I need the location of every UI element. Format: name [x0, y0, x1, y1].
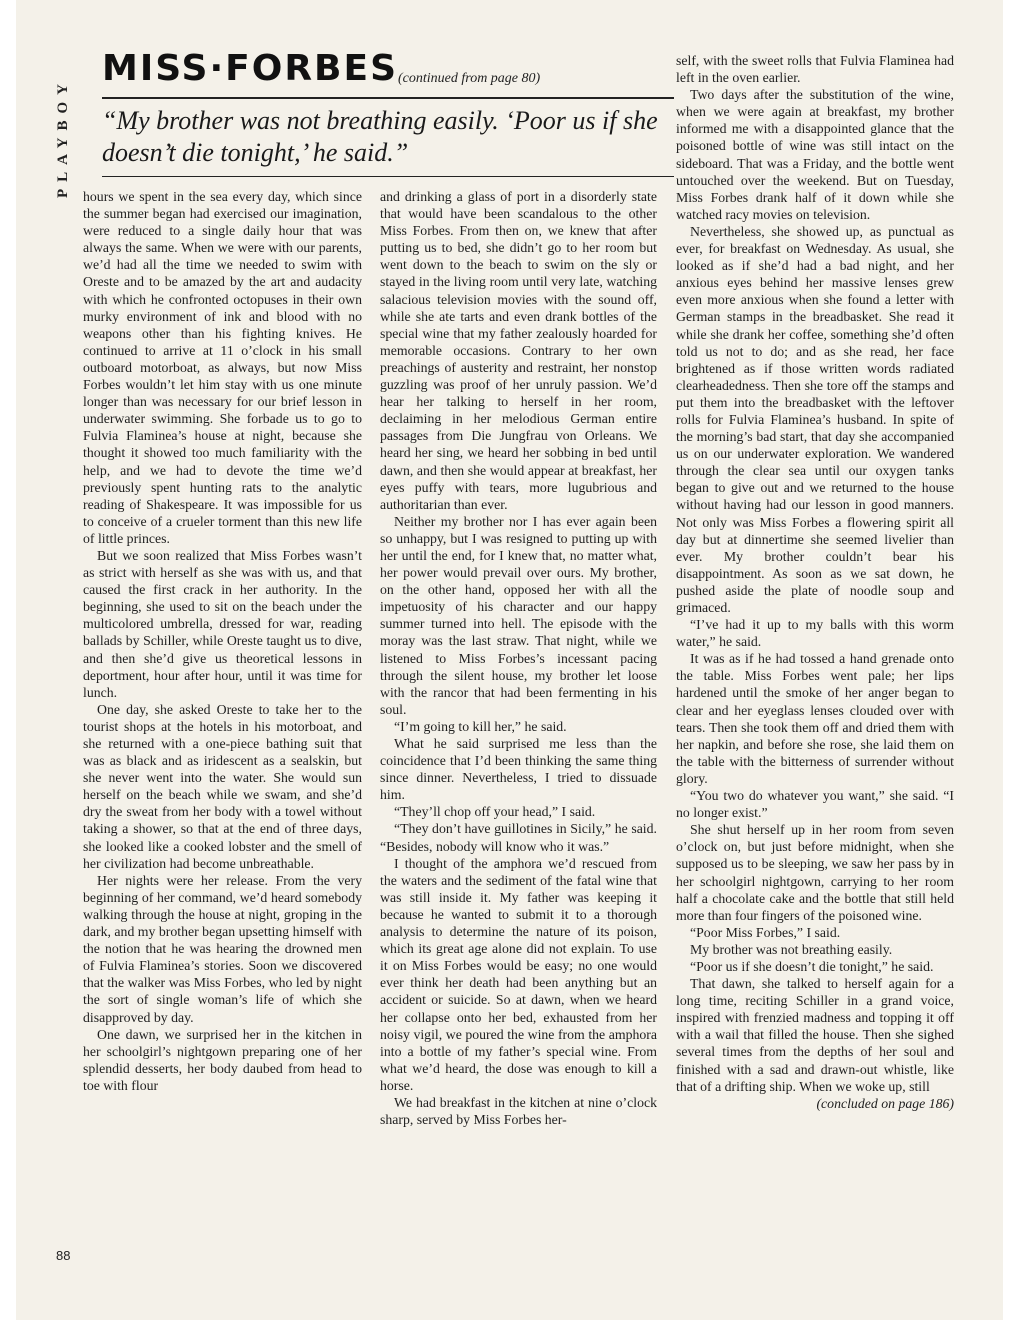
paragraph: “They’ll chop off your head,” I said.: [394, 804, 596, 820]
side-label-text: PLAYBOY: [55, 77, 71, 198]
paragraph: Nevertheless, she showed up, as punctual as ever, for breakfast on Wednesday. As usual, she looked as if she’d had a bad night, and her anxious eyes behind her massive lenses grew even more anxious when she found a letter with German stamps in the breadbasket. She read it while she drank her coffee, something she’d often told us not to do; and as she read, her face brightened as if those written words radiated clearheadedness. Then she tore off the stamps and put them into the breadbasket with the leftover rolls for Fulvia Flaminea’s husband. In spite of the morning’s bad start, that day she accompanied us on our underwater exploration. We wandered through the clear sea until our oxygen tanks began to give out and we returned to the house without having had our lesson in good manners. Not only was Miss Forbes a flowering spirit all day but at dinnertime she seemed livelier than ever. My brother couldn’t bear his disappointment. As soon as we sat down, he pushed aside the plate of noodle soup and grimaced.: [676, 223, 954, 615]
paragraph: “You two do whatever you want,” she said. “I no longer exist.”: [676, 788, 954, 821]
article-headline: [102, 46, 674, 96]
article-column-2: [380, 188, 657, 1128]
article-column-3: [676, 52, 954, 1112]
paragraph: Neither my brother nor I has ever again been so unhappy, but I was resigned to putting up with her until the end, for I knew that, no matter what, her power would prevail over ours. My brother, on the other hand, opposed her with all the impetuosity of his character and our happy summer turned into hell. The episode with the moray was the last straw. That night, while we listened to Miss Forbes’s incessant pacing through the silent house, my brother let loose with the rancor that had been fermenting in his soul.: [380, 513, 657, 717]
paragraph: That dawn, she talked to herself again for a long time, reciting Schiller in a grand voice, inspired with frenzied madness and topping it off with a wail that filled the house. Then she sighed several times from the depths of her soul and finished with a sad and drawn-out whistle, like that of a drifting ship. When we woke up, still: [676, 976, 954, 1094]
paragraph: “They don’t have guillotines in Sicily,” he said. “Besides, nobody will know who it was.”: [380, 821, 657, 854]
paragraph: hours we spent in the sea every day, which since the summer began had exercised our imagination, were reduced to a single daily hour that was always the same. When we were with our parents, we’d had all the time we needed to swim with Oreste and to be amazed by the art and audacity with which he confronted octopuses in their own murky environment of ink and blood with no weapons other than his fighting knives. He continued to arrive at 11 o’clock in his small outboard motorboat, as always, but now Miss Forbes wouldn’t let him stay with us one minute longer than was necessary for our brief lesson in underwater swimming. She forbade us to go to Fulvia Flaminea’s house at night, because she thought it showed too much familiarity with the help, and we had to devote the time we’d previously spent hunting rats to the analytic reading of Shakespeare. It was impossible for us to conceive of a crueler torment than this new life of little princes.: [83, 189, 362, 546]
paragraph: “I’m going to kill her,” he said.: [394, 718, 567, 734]
pull-quote-rule: [102, 176, 674, 177]
paragraph: I thought of the amphora we’d rescued from the waters and the sediment of the fatal wine that was still inside it. My father was keeping it because he wanted to submit it to a thorough analysis to determine the nature of its poison, which its great age alone did not explain. To use it on Miss Forbes would be easy; no one would ever think her death had been anything but an accident or suicide. So at dawn, when we heard her collapse onto her bed, exhausted from her noisy vigil, we poured the wine from the amphora into a bottle of my father’s special wine. From what we’d heard, the dose was enough to kill a horse.: [380, 855, 657, 1093]
magazine-page: [16, 0, 1003, 1320]
concluded-on-note: (concluded on page 186): [816, 1095, 954, 1111]
paragraph: “I’ve had it up to my balls with this worm water,” he said.: [676, 617, 954, 650]
paragraph: self, with the sweet rolls that Fulvia Flaminea had left in the oven earlier.: [676, 53, 954, 86]
paragraph: Her nights were her release. From the very beginning of her command, we’d heard somebody walking through the house at night, groping in the dark, and my brother began upsetting himself with the notion that he was hearing the drowned men of Fulvia Flaminea’s stories. Soon we discovered that the walker was Miss Forbes, who led by night the sort of single woman’s life of which she disapproved by day.: [83, 872, 362, 1025]
paragraph: We had breakfast in the kitchen at nine o’clock sharp, served by Miss Forbes her-: [380, 1094, 657, 1128]
paragraph: Two days after the substitution of the wine, when we were again at breakfast, my brother informed me with a disappointed glance that the poisoned bottle of wine was still intact on the sideboard. That was a Friday, and the bottle went untouched over the weekend. But on Tuesday, Miss Forbes drank half of it down while she watched racy movies on television.: [676, 87, 954, 222]
pull-quote: “My brother was not breathing easily. ‘Poor us if she doesn’t die tonight,’ he said.”: [102, 106, 658, 167]
paragraph: and drinking a glass of port in a disorderly state that would have been scandalous to the other Miss Forbes. From then on, we knew that after putting us to bed, she didn’t go to her room but went down to the beach to swim on the sly or stayed in the living room until very late, watching salacious television movies with the sound off, while she ate tarts and even drank bottles of the special wine that my father zealously hoarded for memorable occasions. Contrary to her own preachings of austerity and restraint, her nonstop guzzling was proof of her unruly passion. We’d hear her talking to herself in her room, declaiming in her melodious German entire passages from Die Jungfrau von Orleans. We heard her sing, we heard her sobbing in bed until dawn, and then she would appear at breakfast, her eyes puffy with tears, more lugubrious and authoritarian than ever.: [380, 189, 657, 512]
paragraph: My brother was not breathing easily.: [690, 941, 893, 957]
paragraph: It was as if he had tossed a hand grenade onto the table. Miss Forbes went pale; her lips hardened until the smoke of her anger began to clear and her eyeglass lenses clouded over with tears. Then she took them off and dried them with her napkin, and before she rose, she laid them on the table with the bitterness of surrender without glory.: [676, 651, 954, 786]
paragraph: One dawn, we surprised her in the kitchen in her schoolgirl’s nightgown preparing one of her splendid desserts, her body daubed from head to toe with flour: [83, 1026, 362, 1093]
headline-rule: [102, 97, 674, 99]
article-title: MISS·FORBES: [102, 48, 399, 89]
paragraph: She shut herself up in her room from seven o’clock on, but just before midnight, when she supposed us to be sleeping, we saw her pass by in her schoolgirl nightgown, carrying to her room half a chocolate cake and the bottle that still held more than four fingers of the poisoned wine.: [676, 822, 954, 923]
paragraph: But we soon realized that Miss Forbes wasn’t as strict with herself as she was with us, and that caused the first crack in her authority. In the beginning, she used to sit on the beach under the multicolored umbrella, dressed for war, reading ballads by Schiller, while Oreste taught us to dive, and then she’d give us theoretical lessons in deportment, hour after hour, until it was time for lunch.: [83, 547, 362, 700]
article-column-1: [83, 188, 362, 1094]
paragraph: “Poor Miss Forbes,” I said.: [690, 924, 841, 940]
page-number: 88: [56, 1248, 71, 1263]
paragraph: “Poor us if she doesn’t die tonight,” he said.: [690, 958, 934, 974]
paragraph: One day, she asked Oreste to take her to the tourist shops at the hotels in his motorboat, and she returned with a one-piece bathing suit that was as black and as iridescent as a sealskin, but she never went into the water. She would sun herself on the beach while we swam, and she’d dry the sweat from her body with a towel without taking a shower, so that at the end of three days, she looked like a cooked lobster and the smell of her civilization had become unbreathable.: [83, 701, 362, 871]
continued-from-note: (continued from page 80): [398, 71, 541, 86]
magazine-side-label: [53, 50, 83, 200]
paragraph: What he said surprised me less than the coincidence that I’d been thinking the same thing since dinner. Nevertheless, I tried to dissuade him.: [380, 736, 657, 803]
